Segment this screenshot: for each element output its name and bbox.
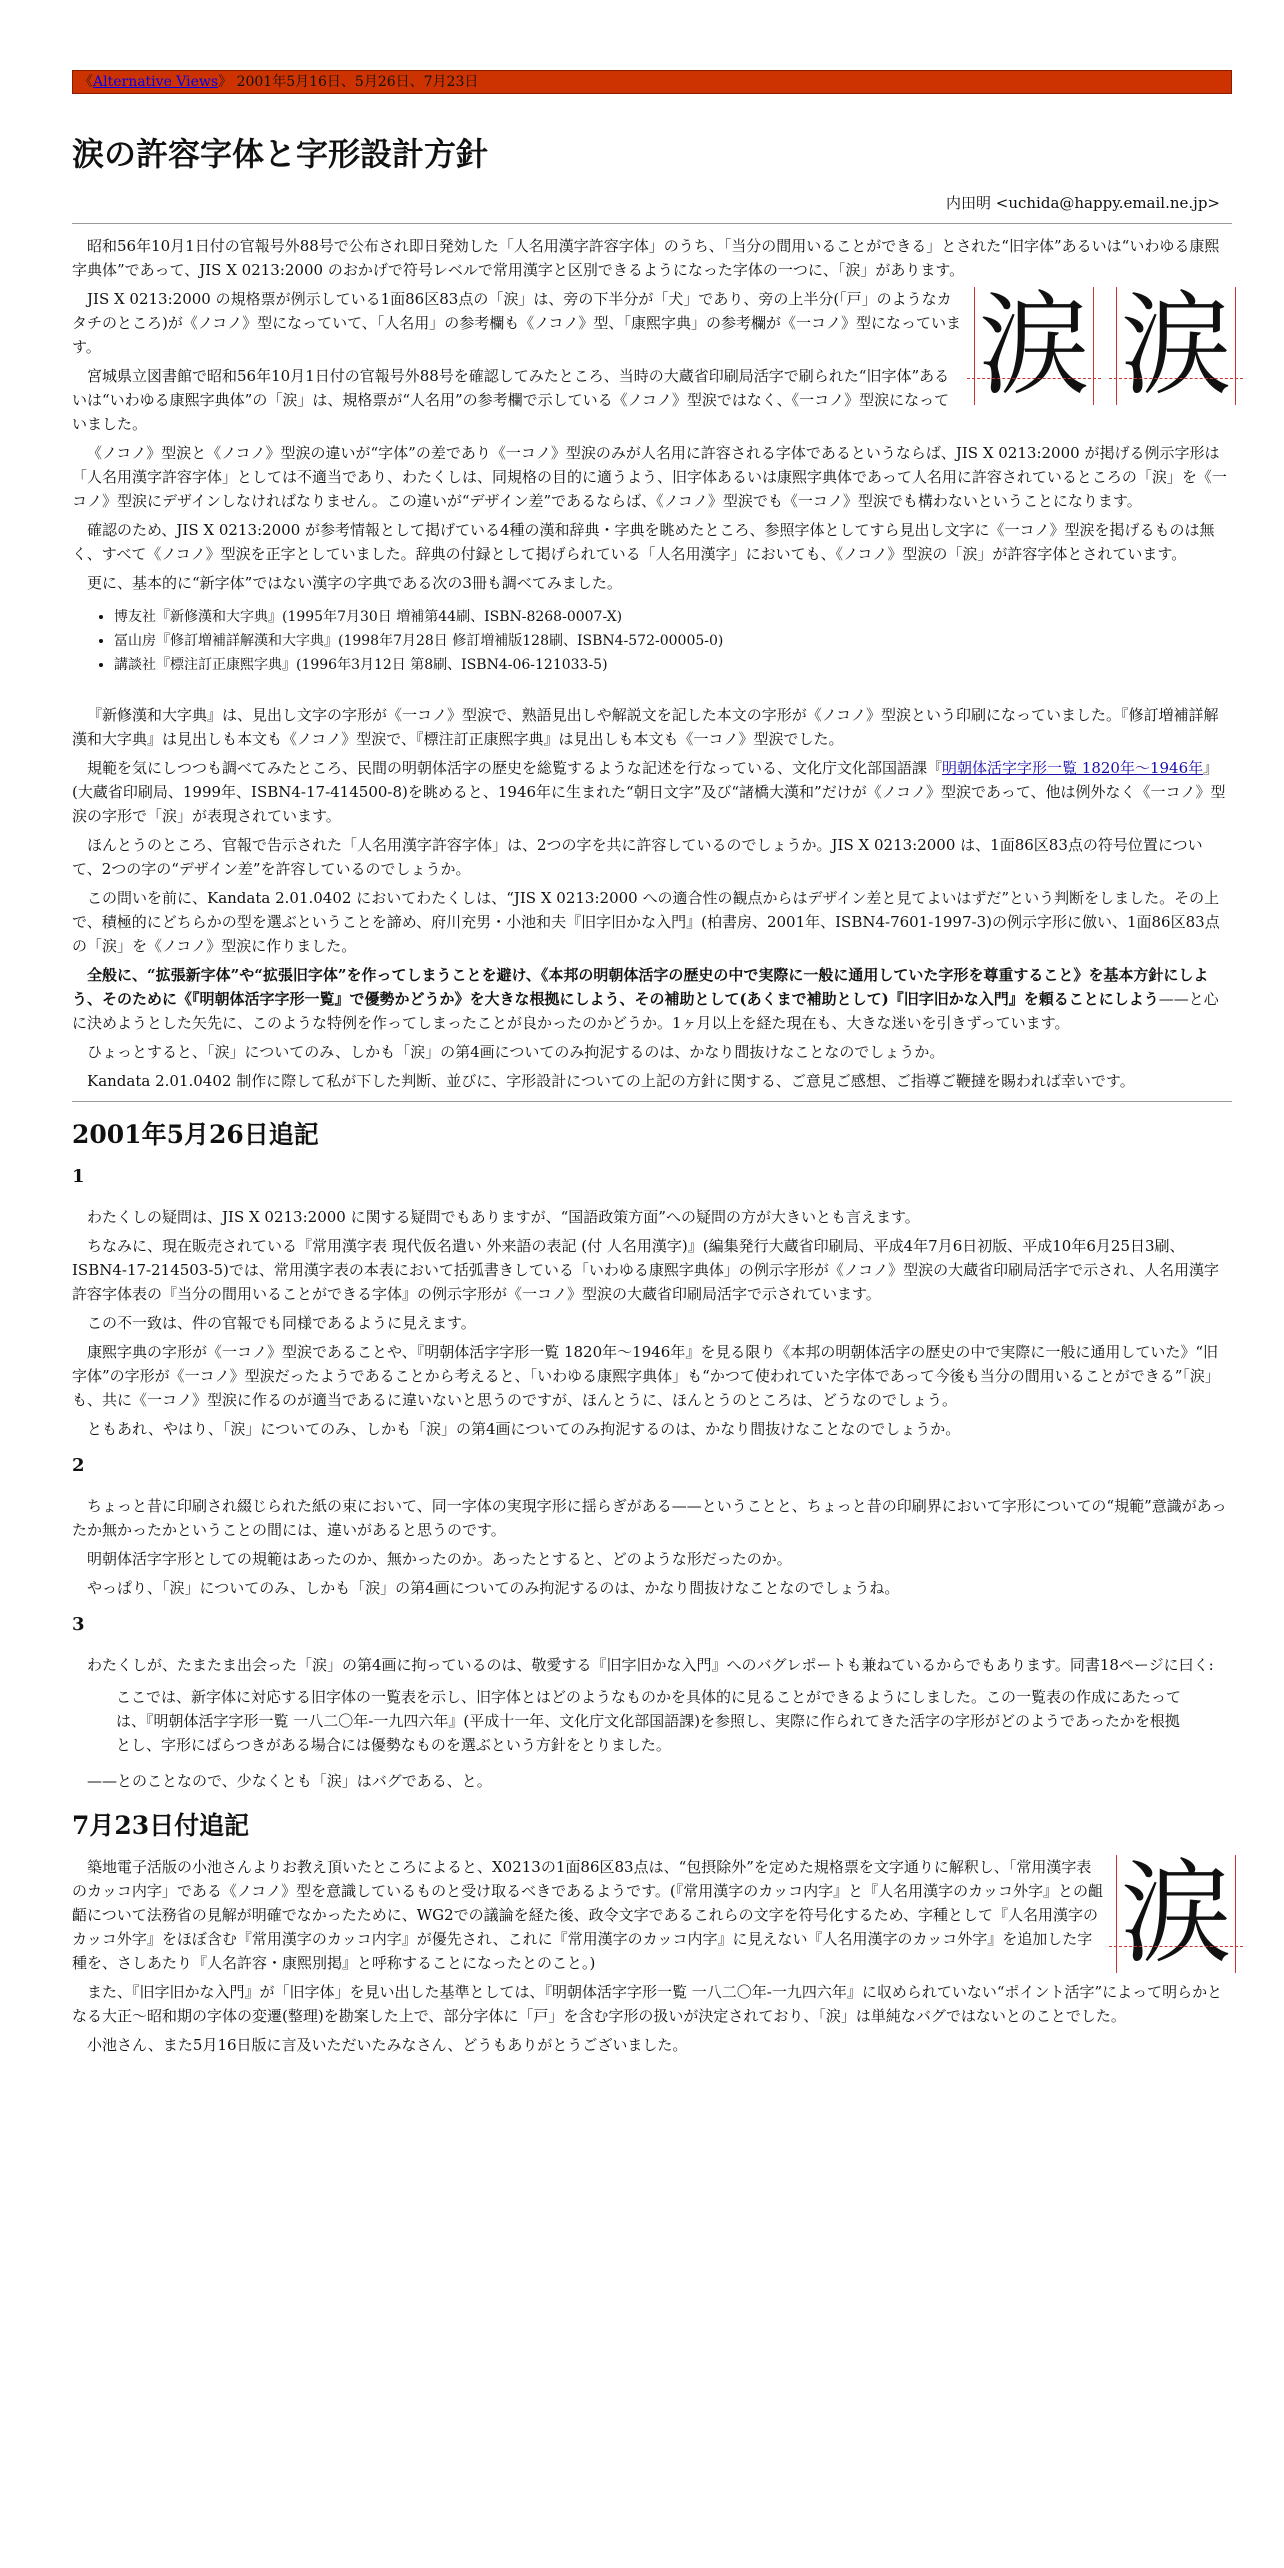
body-para-kibou: 規範を気にしつつも調べてみたところ、民間の明朝体活字の歴史を総覧するような記述を行なっている、文化庁文化部国語課『明朝体活字字形一覧 1820年～1946年』(大蔵省印刷局、1999年、ISBN4-17-414500-8)を眺めると、1946年に生まれた“朝日文字”及び“諸橋大漢和”だけが《ノコノ》型涙であって、他は例外なく《一コノ》型涙の字形で「涙」が表現されています。 <box>72 759 1226 825</box>
section-3-number: 3 <box>72 1614 85 1635</box>
glyph-jul23: 涙 <box>1116 1855 1236 1973</box>
quote: ここでは、新字体に対応する旧字体の一覧表を示し、旧字体とはどのようなものかを具体的に見ることができるようにしました。この一覧表の作成にあたっては、『明朝体活字字形一覧 一八二〇年-一九四六年』(平成十一年、文化庁文化部国語課)を参照し、実際に作られてきた活字の字形がどのようであったかを根拠とし、字形にばらつきがある場合には優勢なものを選ぶという方針をとりました。 <box>116 1688 1182 1754</box>
s3-intro: わたくしが、たまたま出会った「涙」の第4画に拘っているのは、敬愛する『旧字旧かな入門』へのバグレポートも兼ねているからでもあります。同書18ページに曰く: <box>87 1656 1214 1674</box>
jul23-heading: 7月23日付追記 <box>72 1811 250 1840</box>
divider <box>72 1101 1232 1102</box>
s3-after: ——とのことなので、少なくとも「涙」はバグである、と。 <box>87 1772 492 1790</box>
body-para-2: ほんとうのところ、官報で告示された「人名用漢字許容字体」は、2つの字を共に許容しているのでしょうか。JIS X 0213:2000 は、1面86区83点の符号位置について、2つの字の“デザイン差”を許容しているのでしょうか。 <box>72 836 1203 878</box>
jul23-para-1: 築地電子活版の小池さんよりお教え頂いたところによると、X0213の1面86区83点は、“包摂除外”を定めた規格票を文字通りに解釈し、「常用漢字表のカッコ内字」である《ノコノ》型を意識しているものと受け取るべきであるようです。(『常用漢字のカッコ内字』と『人名用漢字のカッコ外字』との齟齬について法務省の見解が明確でなかったために、WG2での議論を経た後、政令文字であるこれらの文字を符号化するため、字種として『人名用漢字のカッコ外字』をほぼ含む『常用漢字のカッコ内字』が優先され、これに『常用漢字のカッコ内字』に見えない『人名用漢字のカッコ外字』を追加した字種を、さしあたり『人名許容・康熙別掲』と呼称することになったとのこと。) <box>72 1858 1103 1972</box>
policy-para: 全般に、“拡張新字体”や“拡張旧字体”を作ってしまうことを避け、《本邦の明朝体活字の歴史の中で実際に一般に通用していた字形を尊重すること》を基本方針にしよう、そのために《『明朝体活字字形一覧』で優勢かどうか》を大きな根拠にしよう、その補助として(あくまで補助として)『旧字旧かな入門』を頼ることにしよう——と心に決めようとした矢先に、このような特例を作ってしまったことが良かったのかどうか。1ヶ月以上を経た現在も、大きな迷いを引きずっています。 <box>72 966 1219 1032</box>
may26-heading: 2001年5月26日追記 <box>72 1120 319 1149</box>
closing-para-2: Kandata 2.01.0402 制作に際して私が下した判断、並びに、字形設計についての上記の方針に関する、ご意見ご感想、ご指導ご鞭撻を賜われば幸いです。 <box>87 1072 1135 1090</box>
s2-para-2: 明朝体活字字形としての規範はあったのか、無かったのか。あったとすると、どのような形だったのか。 <box>87 1550 792 1568</box>
meicho-list-link[interactable]: 明朝体活字字形一覧 1820年～1946年 <box>942 759 1204 777</box>
jul23-para-2: また、『旧字旧かな入門』が「旧字体」を見い出した基準としては、『明朝体活字字形一覧 一八二〇年-一九四六年』に収められていない“ポイント活字”によって明らかとなる大正～昭和期の字体の変遷(整理)を勘案した上で、部分字体に「戸」を含む字形の扱いが決定されており、「涙」は単純なバグではないとのことでした。 <box>72 1983 1223 2025</box>
section-1-number: 1 <box>72 1166 85 1187</box>
page <box>72 70 1232 2062</box>
s1-para-4: 康熙字典の字形が《一コノ》型涙であることや、『明朝体活字字形一覧 1820年～1946年』を見る限り《本邦の明朝体活字の歴史の中で実際に一般に通用していた》“旧字体”の字形が《一コノ》型涙だったようであることから考えると、「いわゆる康熙字典体」も“かつて使われていた字体であって今後も当分の間用いることができる”「涙」も、共に《一コノ》型涙に作るのが適当であるに違いないと思うのですが、ほんとうに、ほんとうのところは、どうなのでしょう。 <box>72 1343 1220 1409</box>
glyph-noko-no: 涙 <box>974 287 1094 405</box>
s1-para-5: ともあれ、やはり、「涙」についてのみ、しかも「涙」の第4画についてのみ拘泥するのは、かなり間抜けなことなのでしょうか。 <box>87 1420 961 1438</box>
intro-para-1: 昭和56年10月1日付の官報号外88号で公布され即日発効した「人名用漢字許容字体」のうち、「当分の間用いることができる」とされた“旧字体”あるいは“いわゆる康熙字典体”であって、JIS X 0213:2000 のおかげで符号レベルで常用漢字と区別できるようになった字体の一つに、「涙」があります。 <box>72 237 1220 279</box>
list-item: • 冨山房『修訂増補詳解漢和大字典』(1998年7月28日 修訂増補版128刷、ISBN4-572-00005-0) <box>114 629 1232 653</box>
s1-para-3: この不一致は、件の官報でも同様であるように見えます。 <box>87 1314 476 1332</box>
author: 内田明 <uchida@happy.email.ne.jp> <box>946 194 1220 212</box>
section-2-number: 2 <box>72 1455 85 1476</box>
glyph-figure-2 <box>1116 1849 1236 1979</box>
jul23-para-3: 小池さん、また5月16日版に言及いただいたみなさん、どうもありがとうございました。 <box>87 2036 688 2054</box>
s2-para-1: ちょっと昔に印刷され綴じられた紙の束において、同一字体の実現字形に揺らぎがある——ということと、ちょっと昔の印刷界において字形についての“規範”意識があったか無かったかということの間には、違いがあると思うのです。 <box>72 1497 1227 1539</box>
s1-para-2: ちなみに、現在販売されている『常用漢字表 現代仮名遣い 外来語の表記 (付 人名用漢字)』(編集発行大蔵省印刷局、平成4年7月6日初版、平成10年6月25日3刷、ISBN4-17-214503-5)では、常用漢字表の本表において括弧書きしている「いわゆる康熙字典体」の例示字形が《ノコノ》型涙の大蔵省印刷局活字で示され、人名用漢字許容字体表の『当分の間用いることができる字体』の例示字形が《一コノ》型涙の大蔵省印刷局活字で示されています。 <box>72 1237 1219 1303</box>
intro-para-4: 《ノコノ》型涙と《ノコノ》型涙の違いが“字体”の差であり《一コノ》型涙のみが人名用に許容される字体であるというならば、JIS X 0213:2000 が掲げる例示字形は「人名用漢字許容字体」としては不適当であり、わたくしは、同規格の目的に適うよう、旧字体あるいは康熙字典体であって人名用に許容されているところの「涙」を《一コノ》型涙にデザインしなければなりません。この違いが“デザイン差”であるならば、《ノコノ》型涙でも《一コノ》型涙でも構わないということになります。 <box>72 444 1227 510</box>
header-bar: 《Alternative Views》 2001年5月16日、5月26日、7月23日 <box>72 70 1232 94</box>
divider <box>72 223 1232 224</box>
glyph-figure <box>974 281 1236 411</box>
s1-para-1: わたくしの疑問は、JIS X 0213:2000 に関する疑問でもありますが、“国語政策方面”への疑問の方が大きいとも言えます。 <box>87 1208 920 1226</box>
s2-para-3: やっぱり、「涙」についてのみ、しかも「涙」の第4画についてのみ拘泥するのは、かなり間抜けなことなのでしょうね。 <box>87 1579 900 1597</box>
closing-para-1: ひょっとすると、「涙」についてのみ、しかも「涙」の第4画についてのみ拘泥するのは、かなり間抜けなことなのでしょうか。 <box>87 1043 945 1061</box>
intro-para-3: 宮城県立図書館で昭和56年10月1日付の官報号外88号を確認してみたところ、当時の大蔵省印刷局活字で刷られた“旧字体”あるいは“いわゆる康熙字典体”の「涙」は、規格票が“人名用”の参考欄で示している《ノコノ》型涙ではなく、《一コノ》型涙になっていました。 <box>72 367 950 433</box>
page-title: 涙の許容字体と字形設計方針 <box>72 135 489 173</box>
glyph-ichi-ko-no: 涙 <box>1116 287 1236 405</box>
list-item: • 博友社『新修漢和大字典』(1995年7月30日 増補第44刷、ISBN-8268-0007-X) <box>114 605 1232 629</box>
list-item: • 講談社『標注訂正康熙字典』(1996年3月12日 第8刷、ISBN4-06-121033-5) <box>114 653 1232 677</box>
header-dates: 2001年5月16日、5月26日、7月23日 <box>236 74 479 90</box>
body-para-1: 『新修漢和大字典』は、見出し文字の字形が《一コノ》型涙で、熟語見出しや解説文を記した本文の字形が《ノコノ》型涙という印刷になっていました。『修訂増補詳解漢和大字典』は見出しも本文も《ノコノ》型涙で、『標注訂正康熙字典』は見出しも本文も《一コノ》型涙でした。 <box>72 706 1219 748</box>
intro-para-6: 更に、基本的に“新字体”ではない漢字の字典である次の3冊も調べてみました。 <box>87 574 622 592</box>
alternative-views-link[interactable]: Alternative Views <box>93 74 219 90</box>
intro-para-2: JIS X 0213:2000 の規格票が例示している1面86区83点の「涙」は、旁の下半分が「犬」であり、旁の上半分(「戸」のようなカタチのところ)が《ノコノ》型になっていて、「人名用」の参考欄も《ノコノ》型、「康熙字典」の参考欄が《一コノ》型になっています。 <box>72 290 962 356</box>
book-list <box>72 605 1232 677</box>
body-para-3: この問いを前に、Kandata 2.01.0402 においてわたくしは、“JIS X 0213:2000 への適合性の観点からはデザイン差と見てよいはずだ”という判断をしました。その上で、積極的にどちらかの型を選ぶということを諦め、府川充男・小池和夫『旧字旧かな入門』(柏書房、2001年、ISBN4-7601-1997-3)の例示字形に倣い、1面86区83点の「涙」を《ノコノ》型涙に作りました。 <box>72 889 1220 955</box>
intro-para-5: 確認のため、JIS X 0213:2000 が参考情報として掲げている4種の漢和辞典・字典を眺めたところ、参照字体としてすら見出し文字に《一コノ》型涙を掲げるものは無く、すべて《ノコノ》型涙を正字としていました。辞典の付録として掲げられている「人名用漢字」においても、《ノコノ》型涙の「涙」が許容字体とされています。 <box>72 521 1215 563</box>
